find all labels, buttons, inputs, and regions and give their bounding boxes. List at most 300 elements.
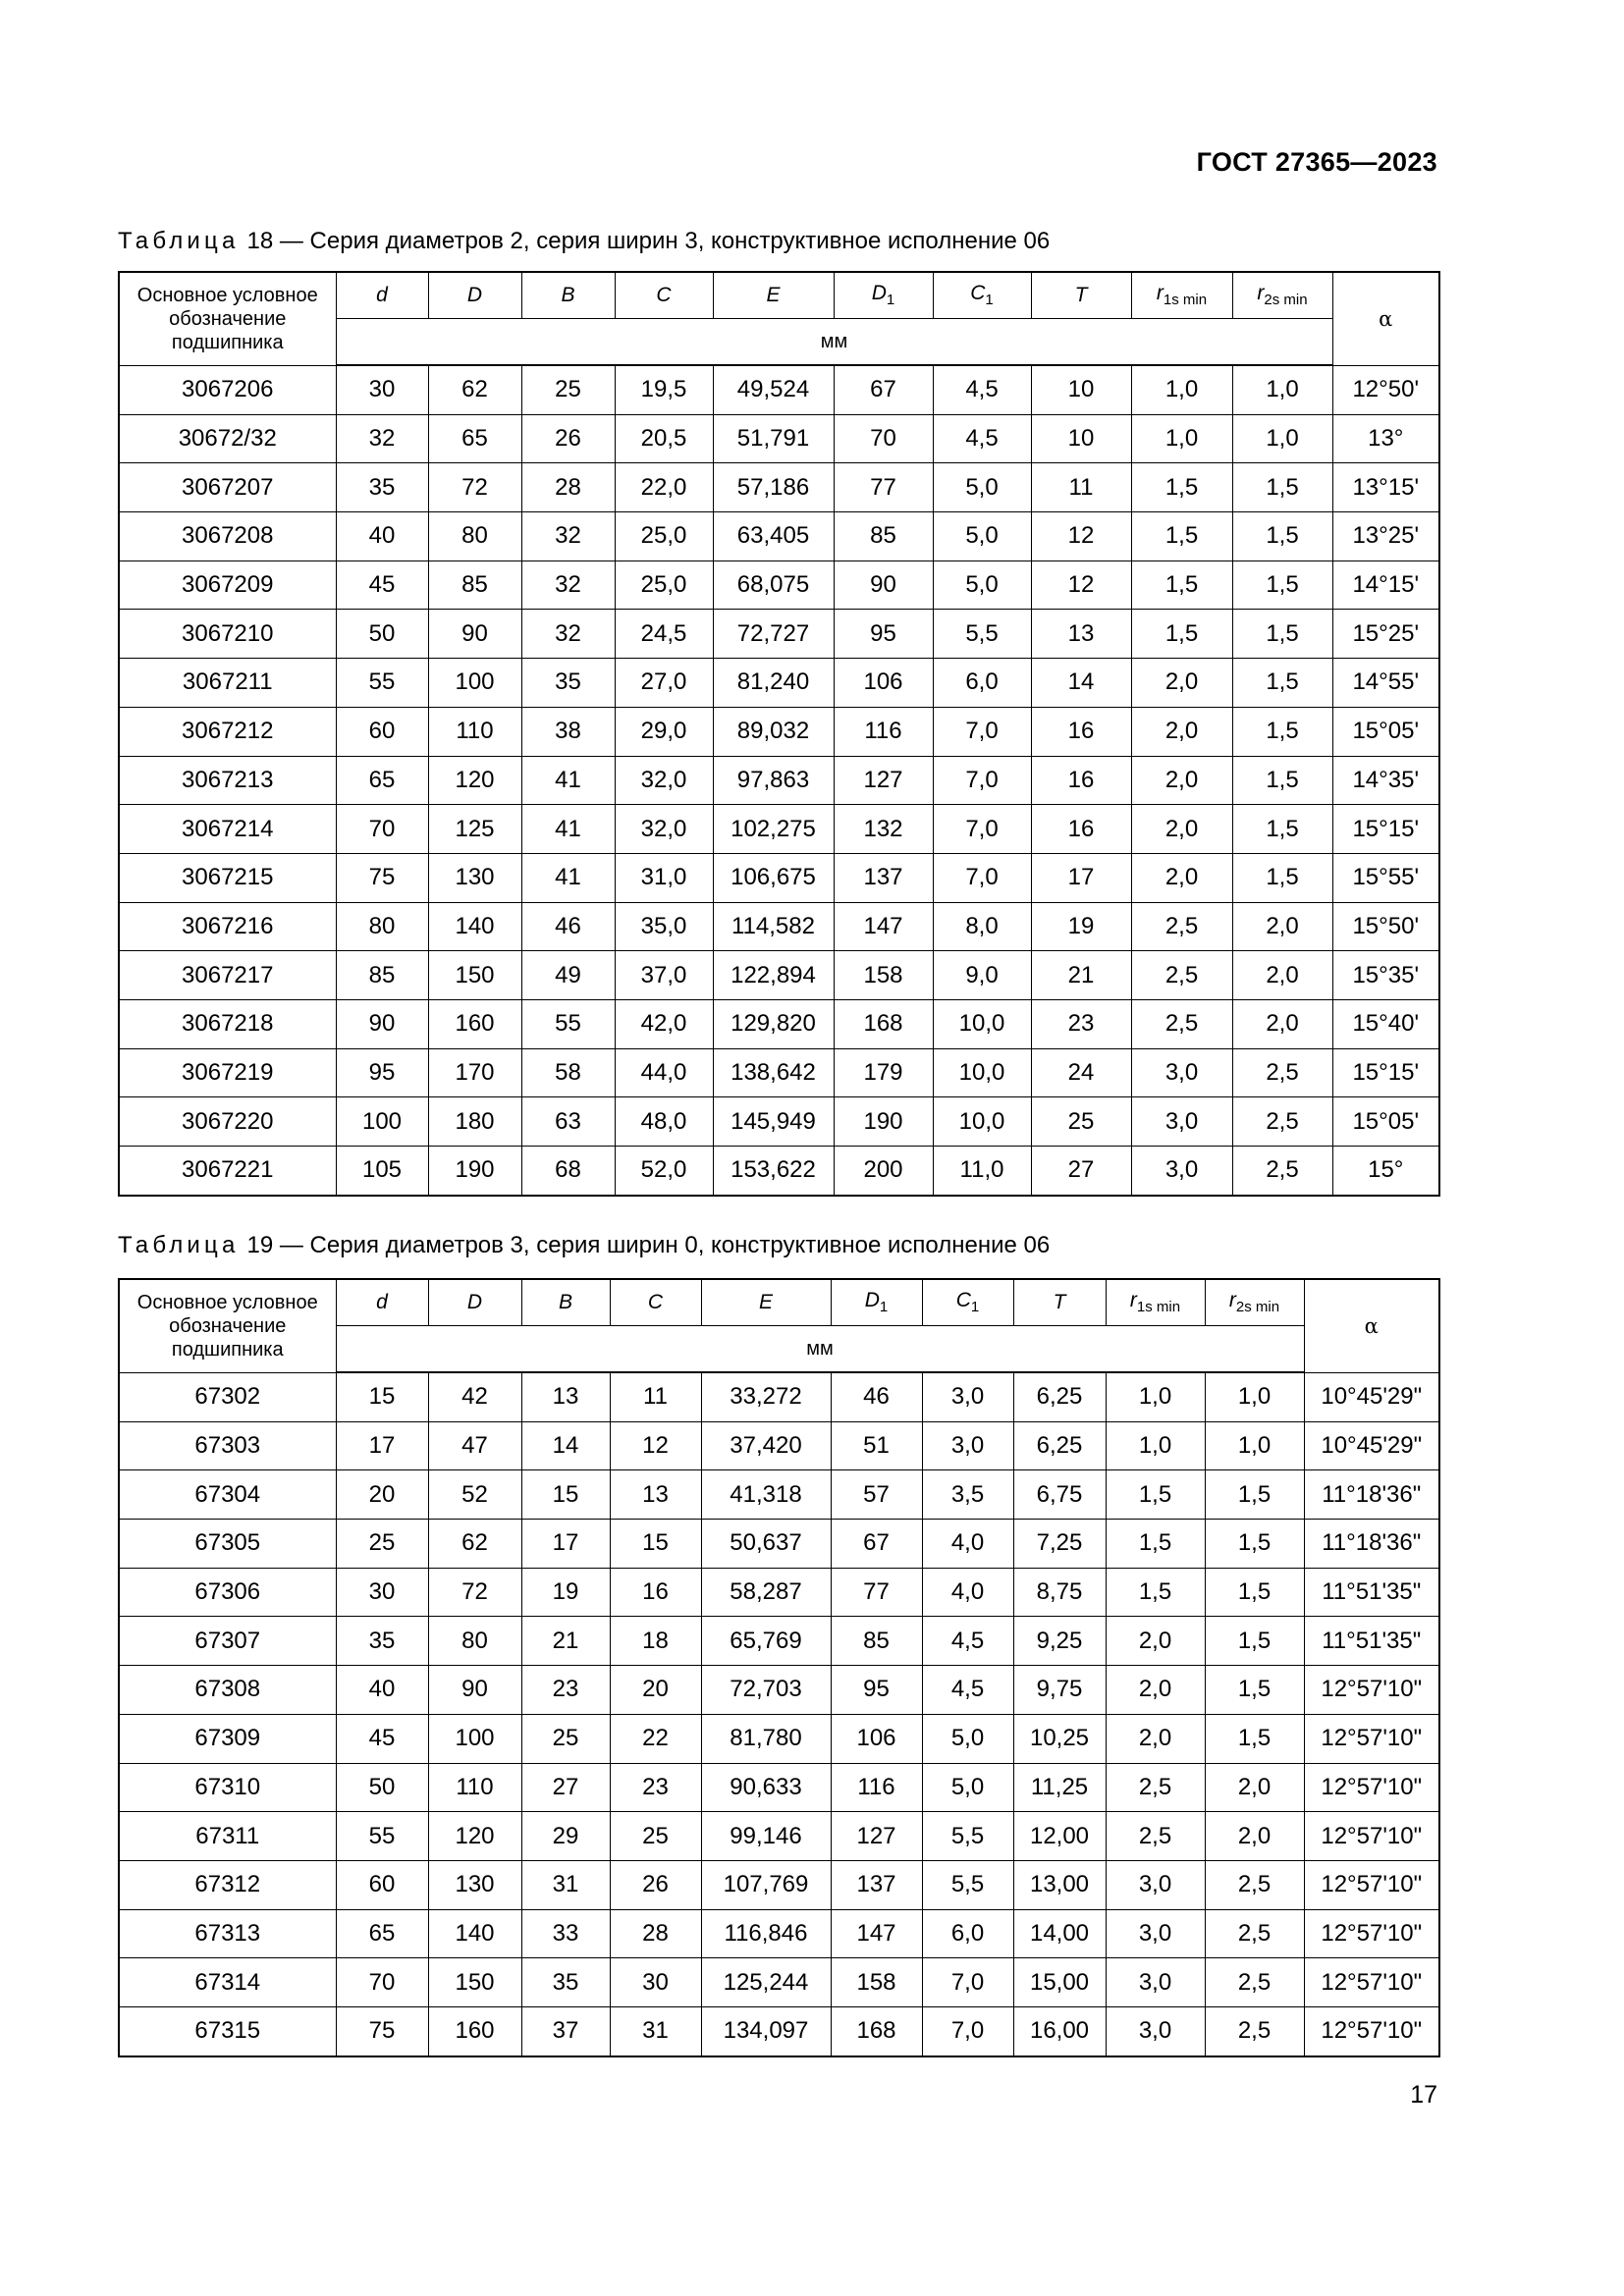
table-cell: 12 [1031,561,1131,610]
table-cell: 8,0 [933,902,1031,951]
document-id: ГОСТ 27365—2023 [1196,147,1437,177]
table-cell: 129,820 [713,999,834,1048]
table-cell: 110 [428,707,521,756]
table-cell: 160 [428,999,521,1048]
table-row [119,951,1439,1000]
table-cell: 60 [336,1860,428,1909]
table-cell: 77 [834,463,933,512]
table-cell: 23 [610,1763,701,1812]
designation-header [119,1279,336,1372]
table-cell: 140 [428,902,521,951]
table-cell: 24,5 [615,610,713,659]
table-cell: 38 [521,707,615,756]
table-cell: 4,5 [933,414,1031,463]
table-cell: 16,00 [1013,2006,1106,2056]
table-cell: 95 [834,610,933,659]
table-cell: 2,0 [1232,902,1332,951]
table-cell: 99,146 [701,1812,831,1861]
col-D-header: D [428,1279,521,1326]
table-cell: 2,0 [1106,1666,1205,1715]
col-E-header: E [701,1279,831,1326]
table-cell: 125 [428,805,521,854]
bearing-designation-cell: 3067206 [119,365,336,414]
bearing-designation-cell: 3067214 [119,805,336,854]
table-cell: 44,0 [615,1048,713,1097]
table-cell: 110 [428,1763,521,1812]
table-cell: 2,5 [1131,951,1232,1000]
table-cell: 168 [831,2006,922,2056]
table-cell: 6,25 [1013,1372,1106,1421]
table-cell: 5,5 [933,610,1031,659]
table-cell: 25 [521,1714,610,1763]
table-cell: 68 [521,1147,615,1196]
table-cell: 17 [521,1520,610,1569]
table-cell: 97,863 [713,756,834,805]
table-row [119,1048,1439,1097]
table-cell: 158 [834,951,933,1000]
table-cell: 127 [834,756,933,805]
table-cell: 33,272 [701,1372,831,1421]
table-row [119,756,1439,805]
table-cell: 52,0 [615,1147,713,1196]
table-cell: 7,0 [922,1958,1013,2007]
col-r1-header: $r_{1s min}$ [1131,272,1232,319]
table-cell: 7,0 [933,853,1031,902]
table-cell: 2,0 [1232,999,1332,1048]
table-cell: 2,5 [1131,999,1232,1048]
table-cell: 10,0 [933,1048,1031,1097]
bearing-designation-cell: 67303 [119,1421,336,1470]
table-cell: 122,894 [713,951,834,1000]
table-cell: 29,0 [615,707,713,756]
unit-header: мм [336,319,1332,366]
table-cell: 32 [521,512,615,561]
bearing-designation-cell: 67310 [119,1763,336,1812]
table-cell: 6,0 [933,659,1031,708]
table-cell: 2,0 [1131,805,1232,854]
table-row [119,1421,1439,1470]
col-T-header: T [1013,1279,1106,1326]
table-cell: 85 [428,561,521,610]
table-cell: 45 [336,561,428,610]
table-cell: 37,420 [701,1421,831,1470]
table-cell: 72,727 [713,610,834,659]
col-T-header: T [1031,272,1131,319]
table-row [119,999,1439,1048]
table-row [119,902,1439,951]
table-cell: 77 [831,1568,922,1617]
table-cell: 1,5 [1232,756,1332,805]
table-cell: 57 [831,1470,922,1520]
table-cell: 15°35' [1332,951,1439,1000]
table-cell: 42,0 [615,999,713,1048]
table-cell: 1,5 [1131,610,1232,659]
table-cell: 50 [336,610,428,659]
table-cell: 21 [1031,951,1131,1000]
table-cell: 11°51'35" [1304,1568,1439,1617]
table-cell: 70 [336,805,428,854]
table-cell: 20 [610,1666,701,1715]
table-cell: 80 [336,902,428,951]
table-cell: 2,5 [1106,1812,1205,1861]
table-cell: 20 [336,1470,428,1520]
bearing-designation-cell: 67304 [119,1470,336,1520]
table-cell: 15°15' [1332,805,1439,854]
table-cell: 22 [610,1714,701,1763]
table-cell: 35 [336,463,428,512]
table-row [119,659,1439,708]
table-cell: 80 [428,1617,521,1666]
table-cell: 134,097 [701,2006,831,2056]
table-cell: 14 [1031,659,1131,708]
table-cell: 127 [831,1812,922,1861]
table19-container [118,1278,1438,2057]
table-cell: 37,0 [615,951,713,1000]
table-row [119,853,1439,902]
table-cell: 57,186 [713,463,834,512]
bearing-designation-cell: 3067207 [119,463,336,512]
table-cell: 49 [521,951,615,1000]
table-row [119,1812,1439,1861]
table-cell: 41 [521,805,615,854]
table-cell: 75 [336,2006,428,2056]
table-row [119,1860,1439,1909]
table18-caption-text: 18 — Серия диаметров 2, серия ширин 3, конструктивное исполнение 06 [246,228,1051,254]
table-cell: 3,0 [1106,1860,1205,1909]
table-cell: 30 [336,365,428,414]
table-cell: 137 [834,853,933,902]
table-cell: 13 [521,1372,610,1421]
bearing-designation-cell: 3067217 [119,951,336,1000]
table-cell: 5,5 [922,1860,1013,1909]
table-cell: 4,5 [922,1617,1013,1666]
table-cell: 50 [336,1763,428,1812]
table-cell: 13 [610,1470,701,1520]
table-cell: 85 [834,512,933,561]
bearing-designation-cell: 3067213 [119,756,336,805]
table-cell: 14°55' [1332,659,1439,708]
table-cell: 1,5 [1205,1470,1304,1520]
table-cell: 16 [1031,707,1131,756]
table-cell: 5,0 [922,1763,1013,1812]
table-cell: 10,25 [1013,1714,1106,1763]
table-cell: 19,5 [615,365,713,414]
table-cell: 25 [521,365,615,414]
table-cell: 35 [336,1617,428,1666]
table-cell: 9,75 [1013,1666,1106,1715]
table-cell: 2,5 [1232,1097,1332,1147]
table-cell: 12°57'10" [1304,1666,1439,1715]
table-cell: 55 [336,659,428,708]
table-cell: 14°35' [1332,756,1439,805]
table-cell: 14 [521,1421,610,1470]
table-cell: 65 [336,1909,428,1958]
table-cell: 33 [521,1909,610,1958]
table-cell: 1,0 [1205,1372,1304,1421]
table-cell: 23 [1031,999,1131,1048]
table-cell: 26 [610,1860,701,1909]
table-cell: 32,0 [615,805,713,854]
table-cell: 116 [834,707,933,756]
table-cell: 30 [610,1958,701,2007]
table-cell: 1,0 [1131,414,1232,463]
table-cell: 2,0 [1106,1617,1205,1666]
table-cell: 50,637 [701,1520,831,1569]
table-cell: 40 [336,512,428,561]
table-cell: 200 [834,1147,933,1196]
table-cell: 12°57'10" [1304,1763,1439,1812]
table-row [119,365,1439,414]
table-cell: 11,25 [1013,1763,1106,1812]
table-row [119,1958,1439,2007]
table-cell: 106 [831,1714,922,1763]
table-cell: 130 [428,1860,521,1909]
table-cell: 3,0 [1131,1097,1232,1147]
bearing-designation-cell: 67315 [119,2006,336,2056]
col-D1-header: $D_1$ [834,272,933,319]
table-cell: 10,0 [933,999,1031,1048]
table-cell: 2,0 [1205,1763,1304,1812]
table-cell: 95 [336,1048,428,1097]
table-cell: 1,5 [1131,512,1232,561]
table-cell: 32 [336,414,428,463]
table-cell: 51,791 [713,414,834,463]
table-cell: 1,5 [1232,512,1332,561]
table-cell: 15°05' [1332,1097,1439,1147]
table-cell: 2,0 [1131,707,1232,756]
table-cell: 75 [336,853,428,902]
bearing-designation-cell: 67314 [119,1958,336,2007]
table-cell: 15 [521,1470,610,1520]
table-cell: 100 [428,659,521,708]
table-cell: 3,0 [1106,1958,1205,2007]
table18-caption [118,228,1050,255]
table-row [119,463,1439,512]
table-cell: 190 [834,1097,933,1147]
table-cell: 15 [610,1520,701,1569]
table-cell: 120 [428,756,521,805]
table-cell: 16 [1031,756,1131,805]
table-cell: 106 [834,659,933,708]
table-cell: 2,0 [1106,1714,1205,1763]
bearing-designation-cell: 3067221 [119,1147,336,1196]
table-cell: 55 [521,999,615,1048]
table-cell: 5,5 [922,1812,1013,1861]
table-cell: 12 [610,1421,701,1470]
table-cell: 2,0 [1131,659,1232,708]
table-cell: 150 [428,951,521,1000]
table-cell: 11°18'36" [1304,1470,1439,1520]
table-cell: 22,0 [615,463,713,512]
table-cell: 26 [521,414,615,463]
table-cell: 58 [521,1048,615,1097]
table-cell: 147 [834,902,933,951]
table-cell: 1,5 [1205,1568,1304,1617]
table-cell: 42 [428,1372,521,1421]
table-cell: 14,00 [1013,1909,1106,1958]
table-cell: 23 [521,1666,610,1715]
table-cell: 32 [521,610,615,659]
table-cell: 153,622 [713,1147,834,1196]
table-cell: 138,642 [713,1048,834,1097]
table-cell: 107,769 [701,1860,831,1909]
table-cell: 18 [610,1617,701,1666]
col-r1-header: $r_{1s min}$ [1106,1279,1205,1326]
col-d-header: d [336,272,428,319]
table-cell: 1,5 [1205,1666,1304,1715]
table-cell: 3,5 [922,1470,1013,1520]
table-cell: 7,0 [933,756,1031,805]
col-alpha-header: α [1332,272,1439,365]
table-cell: 19 [521,1568,610,1617]
table-cell: 1,5 [1205,1520,1304,1569]
table-cell: 130 [428,853,521,902]
bearing-designation-cell: 67305 [119,1520,336,1569]
table-cell: 158 [831,1958,922,2007]
table-cell: 12°57'10" [1304,2006,1439,2056]
table-cell: 1,5 [1232,707,1332,756]
table-cell: 2,0 [1131,756,1232,805]
table-cell: 27 [1031,1147,1131,1196]
table-cell: 120 [428,1812,521,1861]
table-cell: 1,0 [1106,1372,1205,1421]
table-cell: 72 [428,463,521,512]
table-cell: 3,0 [1131,1147,1232,1196]
col-B-header: B [521,272,615,319]
table-cell: 12°57'10" [1304,1714,1439,1763]
table-row [119,414,1439,463]
table-cell: 5,0 [933,463,1031,512]
table-cell: 1,5 [1131,463,1232,512]
table-cell: 15°40' [1332,999,1439,1048]
table-cell: 2,0 [1131,853,1232,902]
table19-caption-prefix: Таблица [118,1232,240,1258]
table-row [119,1909,1439,1958]
table-cell: 51 [831,1421,922,1470]
table-cell: 13°25' [1332,512,1439,561]
table-cell: 1,5 [1106,1520,1205,1569]
table-cell: 106,675 [713,853,834,902]
table-cell: 1,5 [1205,1714,1304,1763]
table-cell: 4,5 [922,1666,1013,1715]
bearing-designation-cell: 3067218 [119,999,336,1048]
table-cell: 90 [834,561,933,610]
col-r2-header: $r_{2s min}$ [1205,1279,1304,1326]
table-cell: 48,0 [615,1097,713,1147]
table-cell: 81,240 [713,659,834,708]
table-cell: 2,0 [1205,1812,1304,1861]
table-cell: 3,0 [1131,1048,1232,1097]
table-cell: 10,0 [933,1097,1031,1147]
table-row [119,1147,1439,1196]
table-cell: 11 [1031,463,1131,512]
table-cell: 1,0 [1205,1421,1304,1470]
table-cell: 7,0 [933,805,1031,854]
table-cell: 150 [428,1958,521,2007]
table-cell: 9,25 [1013,1617,1106,1666]
table-cell: 11,0 [933,1147,1031,1196]
table-cell: 65 [428,414,521,463]
table-cell: 1,5 [1232,463,1332,512]
table-cell: 12°50' [1332,365,1439,414]
table-row [119,707,1439,756]
designation-header-line3: подшипника [171,331,284,353]
table-cell: 65,769 [701,1617,831,1666]
table-cell: 12°57'10" [1304,1860,1439,1909]
table-cell: 68,075 [713,561,834,610]
table-cell: 63 [521,1097,615,1147]
table-row [119,1763,1439,1812]
table-cell: 15,00 [1013,1958,1106,2007]
designation-header-line2: обозначение [169,1314,287,1337]
unit-header: мм [336,1326,1304,1373]
table-cell: 147 [831,1909,922,1958]
table-cell: 90 [428,610,521,659]
table-cell: 11 [610,1372,701,1421]
table-cell: 11°51'35" [1304,1617,1439,1666]
bearing-designation-cell: 67313 [119,1909,336,1958]
designation-header-line2: обозначение [169,307,287,330]
table-cell: 25,0 [615,561,713,610]
table-cell: 10 [1031,365,1131,414]
table-row [119,1520,1439,1569]
table-cell: 9,0 [933,951,1031,1000]
table-cell: 170 [428,1048,521,1097]
table-cell: 14°15' [1332,561,1439,610]
bearing-designation-cell: 3067212 [119,707,336,756]
table-cell: 25 [610,1812,701,1861]
table-cell: 63,405 [713,512,834,561]
table-cell: 2,5 [1232,1048,1332,1097]
table-cell: 45 [336,1714,428,1763]
table-cell: 62 [428,1520,521,1569]
table-cell: 2,0 [1232,951,1332,1000]
table-row [119,2006,1439,2056]
col-alpha-header: α [1304,1279,1439,1372]
table-cell: 24 [1031,1048,1131,1097]
table-cell: 15°05' [1332,707,1439,756]
table18 [118,271,1440,1197]
table-cell: 13,00 [1013,1860,1106,1909]
bearing-designation-cell: 67308 [119,1666,336,1715]
table18-body [119,365,1439,1196]
table-cell: 31,0 [615,853,713,902]
table-cell: 16 [1031,805,1131,854]
table-cell: 35 [521,1958,610,2007]
table-cell: 160 [428,2006,521,2056]
table-cell: 28 [610,1909,701,1958]
table-cell: 15°55' [1332,853,1439,902]
table-cell: 2,5 [1205,1909,1304,1958]
table-row [119,610,1439,659]
bearing-designation-cell: 67311 [119,1812,336,1861]
table-row [119,1666,1439,1715]
table-cell: 85 [336,951,428,1000]
table-cell: 81,780 [701,1714,831,1763]
table-cell: 29 [521,1812,610,1861]
table-cell: 3,0 [1106,1909,1205,1958]
designation-header-line1: Основное условное [136,284,318,306]
table-row [119,1470,1439,1520]
table-cell: 7,0 [922,2006,1013,2056]
table18-container [118,271,1438,1197]
table-cell: 1,0 [1106,1421,1205,1470]
designation-header-line1: Основное условное [136,1291,318,1313]
table-cell: 8,75 [1013,1568,1106,1617]
table-cell: 116,846 [701,1909,831,1958]
table-cell: 125,244 [701,1958,831,2007]
table-cell: 6,75 [1013,1470,1106,1520]
